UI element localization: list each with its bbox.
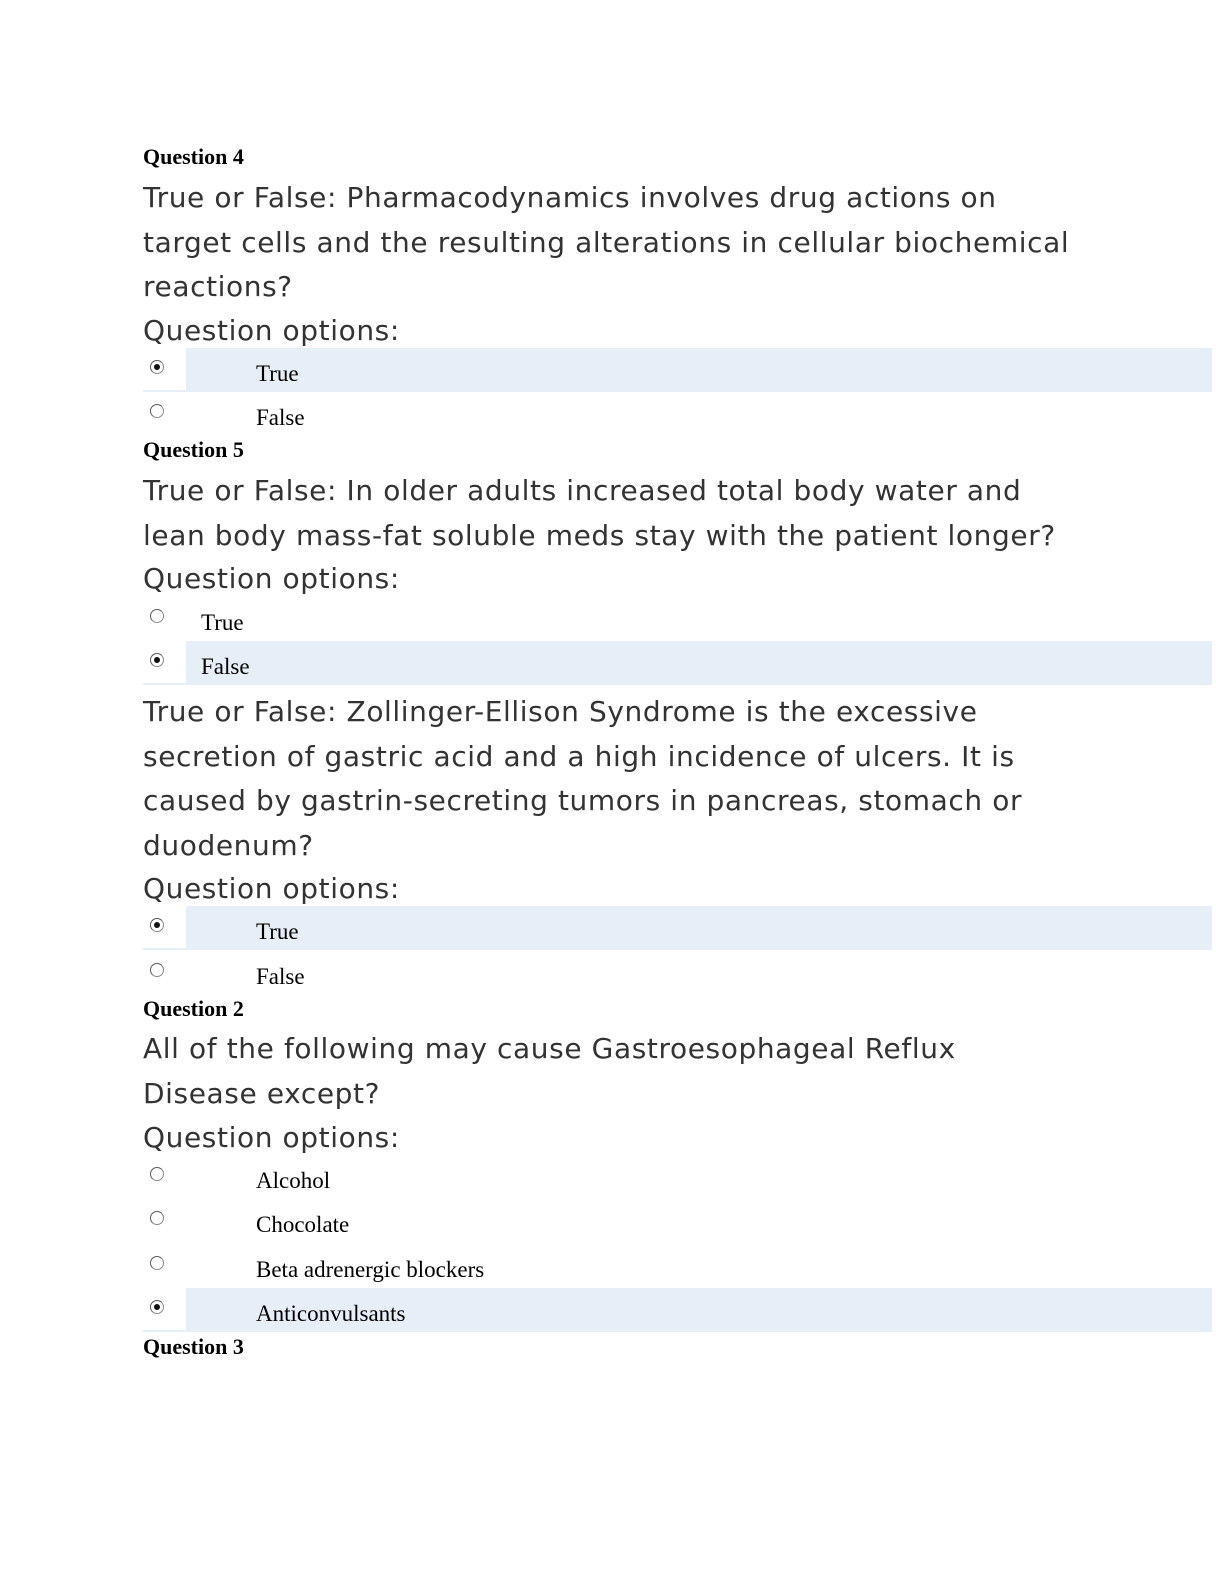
question-4-options-label: Question options: (143, 314, 400, 347)
radio-button[interactable] (150, 1256, 164, 1270)
radio-button[interactable] (150, 963, 164, 977)
question-2-option-anticonvulsants[interactable] (143, 1288, 1212, 1332)
question-5-option-false[interactable] (143, 641, 1212, 685)
option-label: Anticonvulsants (256, 1301, 406, 1326)
question-4-heading: Question 4 (143, 144, 244, 169)
question-5-option-true[interactable] (143, 597, 1212, 641)
radio-button[interactable] (150, 609, 164, 623)
radio-button[interactable] (150, 360, 164, 374)
question-zollinger-text: True or False: Zollinger-Ellison Syndrome is the excessive secretion of gastric acid and a high incidence of ulcers. It is caused by gastrin-secreting tumors in pancreas, stomach or duodenum? (143, 695, 1023, 862)
radio-button[interactable] (150, 1211, 164, 1225)
question-2-option-alcohol[interactable] (143, 1155, 1212, 1199)
question-5-options-label: Question options: (143, 562, 400, 595)
question-5-text: True or False: In older adults increased total body water and lean body mass-fat soluble meds stay with the patient longer? (143, 474, 1056, 552)
option-label: Alcohol (256, 1168, 331, 1193)
question-4-option-true[interactable] (143, 348, 1212, 392)
radio-button[interactable] (150, 653, 164, 667)
radio-button[interactable] (150, 404, 164, 418)
question-4-option-false[interactable] (143, 392, 1212, 436)
radio-button[interactable] (150, 918, 164, 932)
option-label: False (256, 405, 305, 430)
question-2-option-beta-blockers[interactable] (143, 1244, 1212, 1288)
question-zollinger-option-true[interactable] (143, 906, 1212, 950)
radio-button[interactable] (150, 1167, 164, 1181)
question-2-text: All of the following may cause Gastroesophageal Reflux Disease except? (143, 1032, 956, 1110)
option-label: True (256, 919, 299, 944)
option-label: False (256, 964, 305, 989)
radio-button[interactable] (150, 1300, 164, 1314)
option-label: True (201, 610, 244, 635)
option-label: Chocolate (256, 1212, 350, 1237)
question-zollinger-options-label: Question options: (143, 872, 400, 905)
question-3-heading: Question 3 (143, 1334, 244, 1359)
question-2-options-label: Question options: (143, 1121, 400, 1154)
question-5-heading: Question 5 (143, 437, 244, 462)
question-2-option-chocolate[interactable] (143, 1199, 1212, 1243)
option-label: Beta adrenergic blockers (256, 1257, 485, 1282)
question-4-text: True or False: Pharmacodynamics involves drug actions on target cells and the resulting alterations in cellular biochemical reactions? (143, 181, 1070, 303)
option-label: True (256, 361, 299, 386)
question-zollinger-option-false[interactable] (143, 951, 1212, 995)
question-2-heading: Question 2 (143, 996, 244, 1021)
option-label: False (201, 654, 250, 679)
